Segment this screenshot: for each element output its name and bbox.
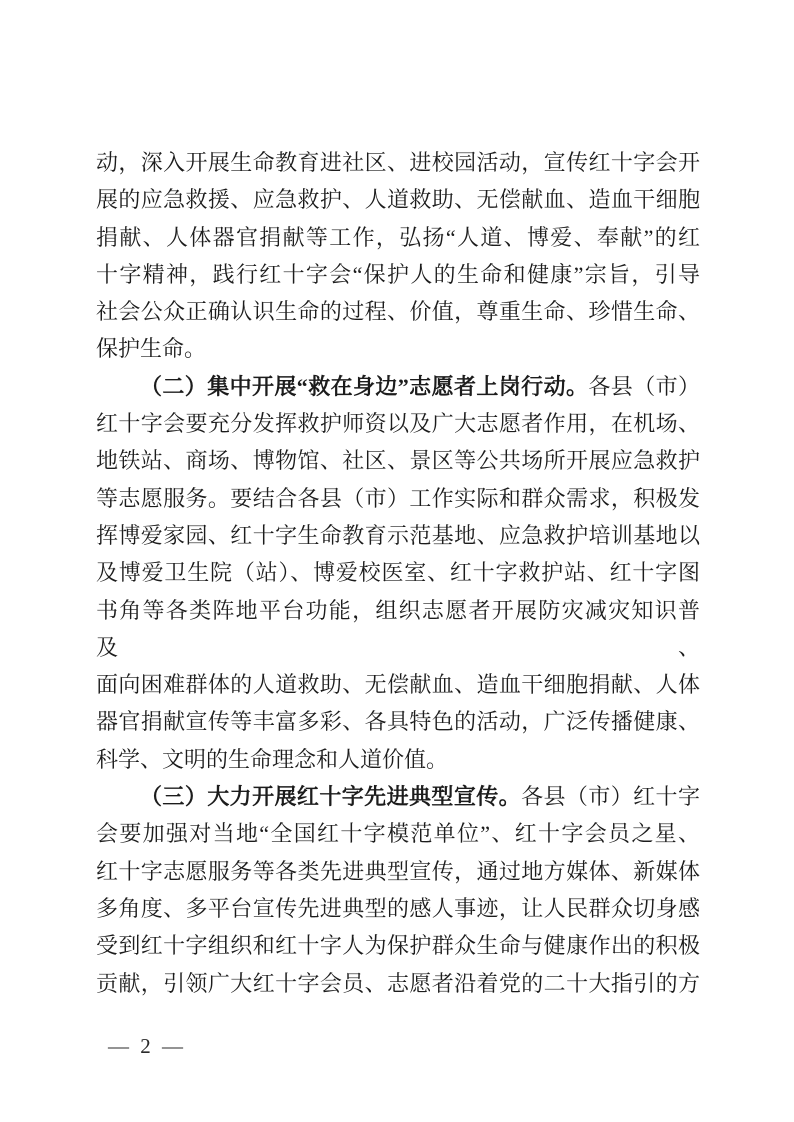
text-line: 多角度、多平台宣传先进典型的感人事迹，让人民群众切身感 (96, 895, 700, 921)
text-line: 社会公众正确认识生命的过程、价值，尊重生命、珍惜生命、 (96, 299, 700, 325)
text-line: 挥博爱家园、红十字生命教育示范基地、应急救护培训基地以 (96, 522, 700, 548)
text-line: 面向困难群体的人道救助、无偿献血、造血干细胞捐献、人体 (96, 672, 700, 698)
text-line: 及博爱卫生院（站）、博爱校医室、红十字救护站、红十字图 (96, 560, 700, 586)
paragraph (96, 778, 700, 1002)
section-heading: （二）集中开展“救在身边”志愿者上岗行动。 (140, 373, 589, 399)
text-line: （三）大力开展红十字先进典型宣传。各县（市）红十字 (140, 784, 700, 810)
text-line: 器官捐献宣传等丰富多彩、各具特色的活动，广泛传播健康、 (96, 709, 700, 735)
text-line: 展的应急救援、应急救护、人道救助、无偿献血、造血干细胞 (96, 187, 700, 213)
text-line: 动，深入开展生命教育进社区、进校园活动，宣传红十字会开 (96, 150, 700, 175)
document-body (96, 144, 700, 1002)
section-heading: （三）大力开展红十字先进典型宣传。 (140, 784, 522, 810)
paragraph (96, 368, 700, 778)
text-line: 十字精神，践行红十字会“保护人的生命和健康”宗旨，引导 (96, 261, 700, 287)
text-line: 受到红十字组织和红十字人为保护群众生命与健康作出的积极 (96, 933, 700, 959)
text-line: 捐献、人体器官捐献等工作，弘扬“人道、博爱、奉献”的红 (96, 224, 700, 250)
text-line: 等志愿服务。要结合各县（市）工作实际和群众需求，积极发 (96, 485, 700, 511)
paragraph (96, 144, 700, 368)
text-line: （二）集中开展“救在身边”志愿者上岗行动。各县（市） (140, 373, 700, 399)
text-line: 会要加强对当地“全国红十字模范单位”、红十字会员之星、 (96, 821, 700, 847)
text-line: 书角等各类阵地平台功能，组织志愿者开展防灾减灾知识普及、 (96, 597, 700, 660)
text-line: 贡献，引领广大红十字会员、志愿者沿着党的二十大指引的方 (96, 970, 700, 996)
text-line: 科学、文明的生命理念和人道价值。 (96, 746, 449, 772)
text-line: 红十字会要充分发挥救护师资以及广大志愿者作用，在机场、 (96, 411, 700, 437)
text-line: 红十字志愿服务等各类先进典型宣传，通过地方媒体、新媒体 (96, 858, 700, 884)
text-line: 地铁站、商场、博物馆、社区、景区等公共场所开展应急救护 (96, 448, 700, 474)
text-line: 保护生命。 (96, 336, 207, 362)
page-number: — 2 — (108, 1034, 186, 1058)
